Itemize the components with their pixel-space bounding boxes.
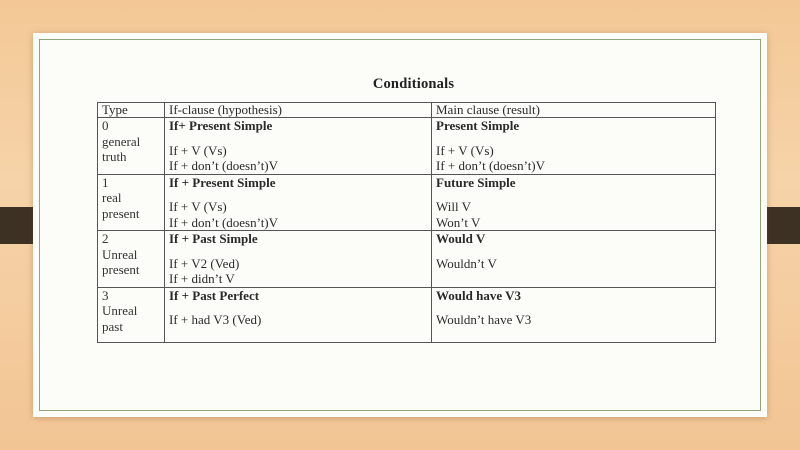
type-word: Unreal xyxy=(102,246,138,262)
if-line: If + don’t (doesn’t)V xyxy=(169,158,279,173)
main-line: If + don’t (doesn’t)V xyxy=(436,158,546,173)
table-row xyxy=(98,174,716,231)
main-clause-cell xyxy=(432,174,716,231)
type-word: Unreal xyxy=(102,303,138,318)
if-line: If + had V3 (Ved) xyxy=(169,312,262,327)
if-clause-cell xyxy=(165,287,432,342)
main-heading: Would V xyxy=(436,231,486,246)
if-line: If + V (Vs) xyxy=(169,199,227,214)
main-line: Wouldn’t have V3 xyxy=(436,312,532,327)
header-main-clause: Main clause (result) xyxy=(432,103,716,118)
table-row xyxy=(98,231,716,288)
type-word: past xyxy=(102,318,123,334)
main-clause-cell xyxy=(432,231,716,288)
type-number: 2 xyxy=(102,231,109,246)
if-line: If + didn’t V xyxy=(169,271,235,286)
if-clause-cell xyxy=(165,174,432,231)
main-line: Wouldn’t V xyxy=(436,255,497,271)
type-word: general xyxy=(102,133,141,149)
if-clause-cell xyxy=(165,231,432,288)
main-line: Won’t V xyxy=(436,214,481,230)
type-word: present xyxy=(102,262,140,277)
type-cell xyxy=(98,174,165,231)
type-cell xyxy=(98,118,165,175)
type-word: real xyxy=(102,190,122,205)
if-line: If + V (Vs) xyxy=(169,142,227,158)
table-row xyxy=(98,118,716,175)
if-heading: If + Present Simple xyxy=(169,174,276,190)
type-word: truth xyxy=(102,149,127,164)
main-heading: Would have V3 xyxy=(436,287,522,303)
main-line: Will V xyxy=(436,199,471,214)
if-line: If + V2 (Ved) xyxy=(169,255,240,271)
main-heading: Present Simple xyxy=(436,118,520,133)
type-cell xyxy=(98,287,165,342)
table-row xyxy=(98,287,716,342)
main-clause-cell xyxy=(432,118,716,175)
page-title: Conditionals xyxy=(372,76,455,92)
type-number: 0 xyxy=(102,118,109,133)
main-clause-cell xyxy=(432,287,716,342)
type-number: 3 xyxy=(102,287,109,303)
main-line: If + V (Vs) xyxy=(436,142,494,158)
if-heading: If + Past Simple xyxy=(169,231,258,246)
header-type: Type xyxy=(98,103,165,118)
if-heading: If+ Present Simple xyxy=(169,118,273,133)
type-word: present xyxy=(102,205,140,221)
slide xyxy=(33,33,767,417)
header-if-clause: If-clause (hypothesis) xyxy=(165,103,432,118)
conditionals-table xyxy=(97,102,716,343)
if-line: If + don’t (doesn’t)V xyxy=(169,214,279,230)
type-number: 1 xyxy=(102,174,109,190)
if-clause-cell xyxy=(165,118,432,175)
type-cell xyxy=(98,231,165,288)
if-heading: If + Past Perfect xyxy=(169,287,260,303)
table-header-row xyxy=(98,103,716,118)
main-heading: Future Simple xyxy=(436,174,516,190)
